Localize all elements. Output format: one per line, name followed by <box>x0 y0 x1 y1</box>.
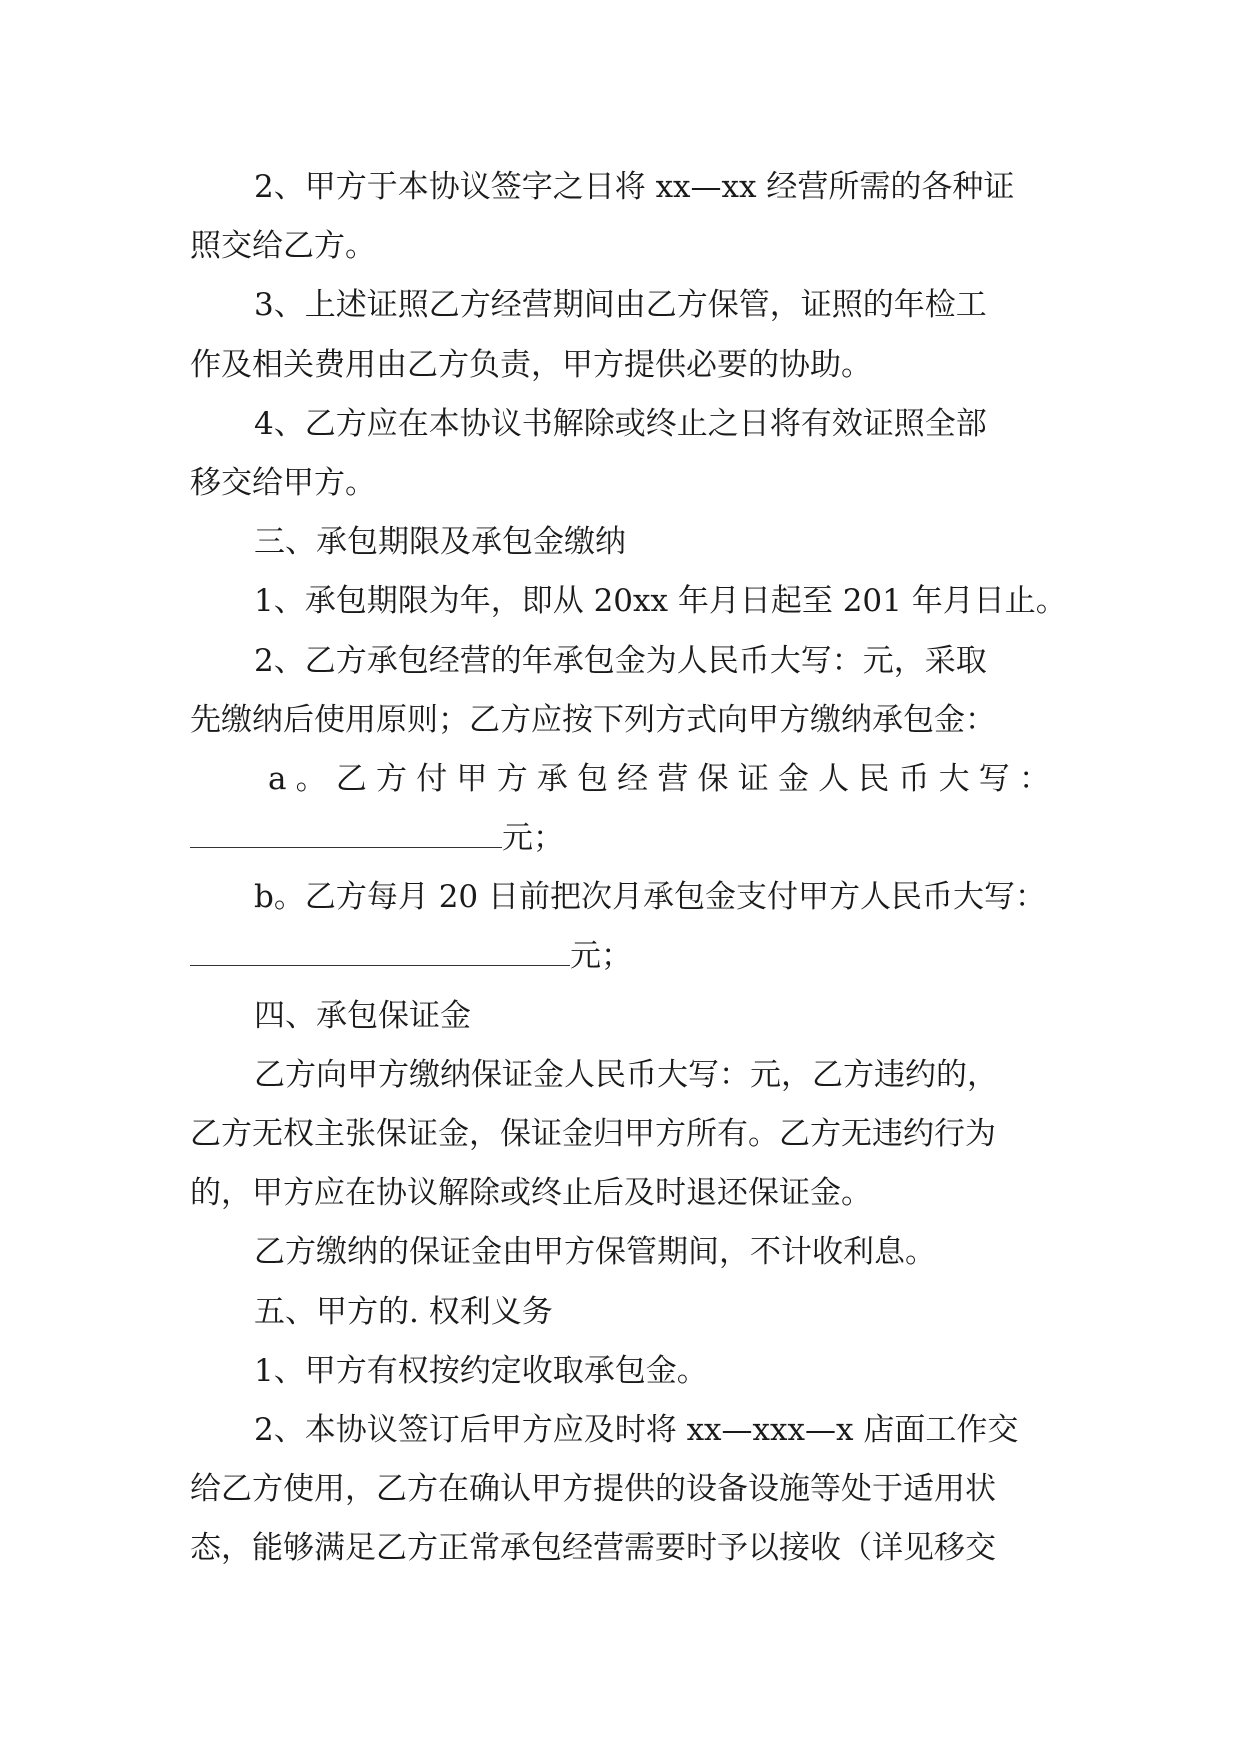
paragraph-line: 的，甲方应在协议解除或终止后及时退还保证金。 <box>190 1175 872 1212</box>
paragraph-line: 1、甲方有权按约定收取承包金。 <box>254 1352 708 1389</box>
paragraph-line: 3、上述证照乙方经营期间由乙方保管，证照的年检工 <box>254 287 987 324</box>
paragraph-line: 乙方向甲方缴纳保证金人民币大写：元，乙方违约的， <box>254 1056 998 1093</box>
paragraph-line: 给乙方使用，乙方在确认甲方提供的设备设施等处于适用状 <box>190 1471 996 1508</box>
amount-unit: 元； <box>502 820 564 857</box>
paragraph-line: 作及相关费用由乙方负责，甲方提供必要的协助。 <box>190 346 872 383</box>
paragraph-line: 2、甲方于本协议签字之日将 xx—xx 经营所需的各种证 <box>254 169 1015 205</box>
section-heading: 四、承包保证金 <box>254 997 471 1034</box>
paragraph-line: 4、乙方应在本协议书解除或终止之日将有效证照全部 <box>254 405 987 442</box>
paragraph-line: 乙方缴纳的保证金由甲方保管期间，不计收利息。 <box>254 1234 936 1271</box>
paragraph-line: 先缴纳后使用原则；乙方应按下列方式向甲方缴纳承包金： <box>190 701 996 738</box>
blank-fill-line <box>190 809 1050 868</box>
document-body <box>190 158 1067 1579</box>
paragraph-line: 1、承包期限为年，即从 20xx 年月日起至 201 年月日止。 <box>254 583 1067 620</box>
paragraph-line: 移交给甲方。 <box>190 464 376 501</box>
blank-fill-line <box>190 927 1050 986</box>
section-heading: 三、承包期限及承包金缴纳 <box>254 524 626 561</box>
section-heading: 五、甲方的. 权利义务 <box>254 1293 553 1330</box>
paragraph-line: 2、乙方承包经营的年承包金为人民币大写：元，采取 <box>254 642 987 679</box>
paragraph-line: 乙方无权主张保证金，保证金归甲方所有。乙方无违约行为 <box>190 1116 996 1152</box>
blank-underline <box>190 931 570 966</box>
paragraph-line: 照交给乙方。 <box>190 228 376 265</box>
paragraph-line: 2、本协议签订后甲方应及时将 xx—xxx—x 店面工作交 <box>254 1411 1019 1448</box>
paragraph-line: 态，能够满足乙方正常承包经营需要时予以接收（详见移交 <box>190 1530 996 1567</box>
blank-underline <box>190 813 502 848</box>
amount-unit: 元； <box>570 938 632 975</box>
paragraph-line: a。乙方付甲方承包经营保证金人民币大写： <box>268 760 1050 797</box>
paragraph-line: b。乙方每月 20 日前把次月承包金支付甲方人民币大写： <box>254 879 1046 916</box>
